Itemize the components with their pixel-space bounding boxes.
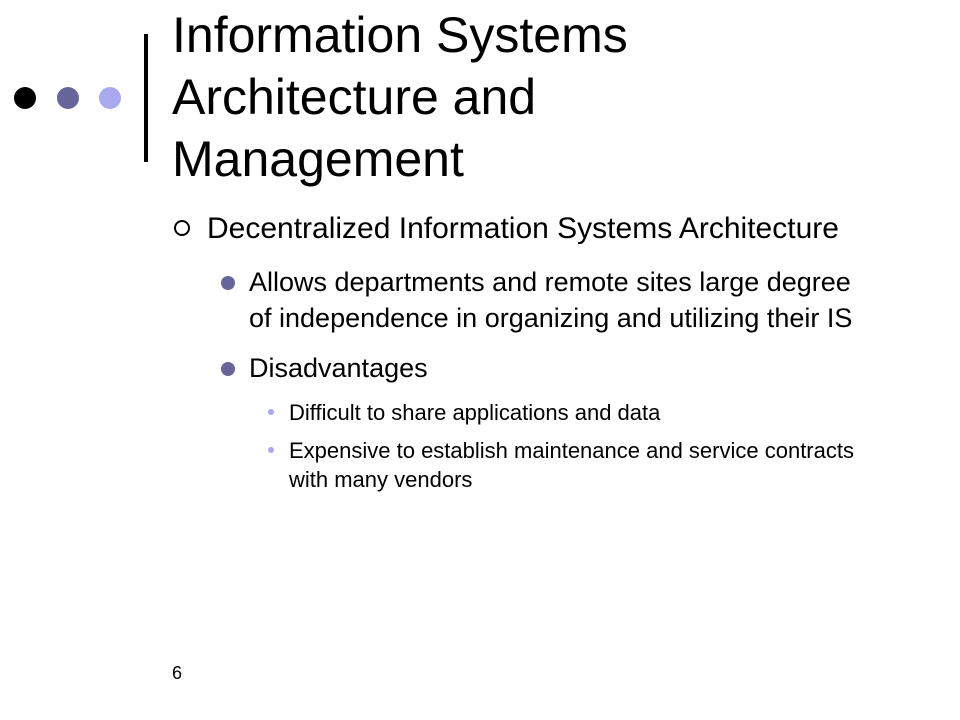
slide-title: Information Systems Architecture and Management bbox=[172, 7, 628, 187]
bullet-level2-text: Disadvantages bbox=[249, 353, 428, 383]
page-number: 6 bbox=[172, 663, 183, 683]
bullet-level3-list bbox=[172, 398, 872, 494]
decorative-dots bbox=[0, 0, 140, 200]
bullet-level3-text: Difficult to share applications and data bbox=[289, 400, 661, 425]
title-divider-line bbox=[144, 34, 148, 162]
bullet-level2 bbox=[172, 264, 872, 336]
filled-circle-bullet-icon bbox=[221, 276, 235, 290]
bullet-level1-text: Decentralized Information Systems Architecture bbox=[207, 212, 839, 245]
slide-body bbox=[172, 208, 872, 503]
black-dot-icon bbox=[14, 87, 36, 109]
lavender-dot-icon bbox=[99, 87, 121, 109]
small-dot-bullet-icon bbox=[268, 447, 274, 453]
hollow-circle-bullet-icon bbox=[174, 220, 190, 236]
bullet-level2 bbox=[172, 350, 872, 386]
bullet-level3 bbox=[172, 398, 872, 427]
bullet-level3 bbox=[172, 436, 872, 494]
small-dot-bullet-icon bbox=[268, 409, 274, 415]
bullet-level3-text: Expensive to establish maintenance and service contracts with many vendors bbox=[289, 438, 854, 492]
bullet-level2-text: Allows departments and remote sites large degree of independence in organizing and utilizing their IS bbox=[249, 267, 853, 333]
bullet-level2-list bbox=[172, 264, 872, 386]
slate-dot-icon bbox=[57, 87, 79, 109]
filled-circle-bullet-icon bbox=[221, 362, 235, 376]
bullet-level1 bbox=[172, 208, 872, 250]
